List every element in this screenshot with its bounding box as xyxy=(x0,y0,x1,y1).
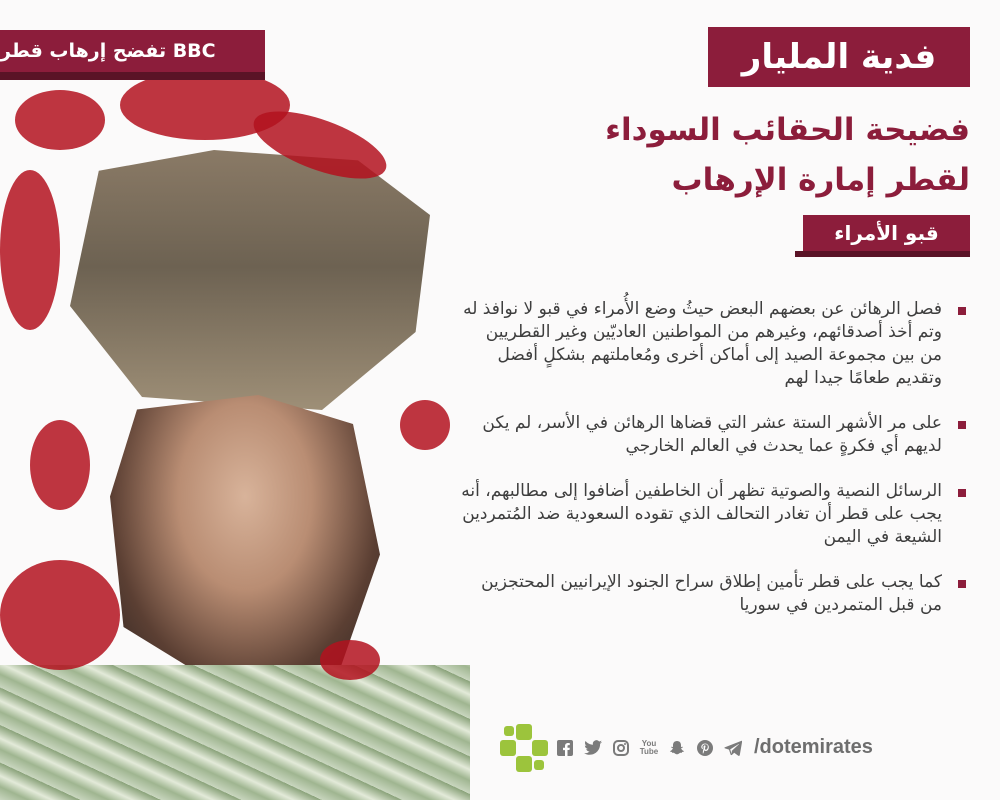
youtube-label: You Tube xyxy=(639,738,659,756)
social-handle[interactable]: /dotemirates xyxy=(754,736,873,758)
bullet-square-icon xyxy=(958,421,966,429)
bullet-item xyxy=(460,298,970,390)
bullet-text: على مر الأشهر الستة عشر التي قضاها الرهائن في الأسر، لم يكن لديهم أي فكرةٍ عما يحدث في العالم الخارجي xyxy=(482,413,942,456)
bullet-text: كما يجب على قطر تأمين إطلاق سراح الجنود الإيرانيين المحتجزين من قبل المتمردين في سوريا xyxy=(481,572,942,615)
twitter-icon[interactable] xyxy=(582,737,604,759)
blood-splatter xyxy=(15,90,105,150)
bullet-text: فصل الرهائن عن بعضهم البعض حيثُ وضع الأُمراء في قبو لا نوافذ له وتم أخذ أصدقائهم، وغيرهم من المواطنين العاديّين وغير القطريين من بين مجموعة الصيد إلى أماكن أخرى ومُعاملتهم بشكلٍ أفضل وتقديم طعامًا جيدا لهم xyxy=(463,299,942,388)
money-pile-image xyxy=(0,665,470,800)
subtitle-line: فضيحة الحقائب السوداء xyxy=(605,112,970,148)
section-label-text: قبو الأمراء xyxy=(834,221,939,245)
bbc-badge-text: BBC تفضح إرهاب قطر xyxy=(0,40,216,62)
bullet-item xyxy=(460,571,970,617)
pinterest-icon[interactable] xyxy=(694,737,716,759)
blood-splatter xyxy=(0,560,120,670)
instagram-icon[interactable] xyxy=(610,737,632,759)
blood-splatter xyxy=(400,400,450,450)
section-label xyxy=(803,215,970,251)
bullet-square-icon xyxy=(958,580,966,588)
subtitle-line: لقطر إمارة الإرهاب xyxy=(671,162,970,198)
snapchat-icon[interactable] xyxy=(666,737,688,759)
dotemirates-logo-icon xyxy=(500,724,548,772)
page-subtitle xyxy=(450,105,970,205)
facebook-icon[interactable] xyxy=(554,737,576,759)
blood-splatter xyxy=(0,170,60,330)
bullet-square-icon xyxy=(958,307,966,315)
bbc-badge-shadow xyxy=(0,72,265,80)
bbc-badge xyxy=(0,30,265,72)
blood-splatter xyxy=(30,420,90,510)
bullet-square-icon xyxy=(958,489,966,497)
section-label-shadow xyxy=(795,251,970,257)
bullet-item xyxy=(460,412,970,458)
bullet-text: الرسائل النصية والصوتية تظهر أن الخاطفين أضافوا إلى مطالبهم، أنه يجب على قطر أن تغادر التحالف الذي تقوده السعودية ضد المُتمردين الشيعة في اليمن xyxy=(461,481,942,547)
page-title: فدية المليار xyxy=(708,27,970,87)
bullet-item xyxy=(460,480,970,549)
telegram-icon[interactable] xyxy=(722,737,744,759)
blood-splatter xyxy=(320,640,380,680)
footer xyxy=(500,725,970,770)
bullet-list xyxy=(460,298,970,639)
youtube-icon[interactable] xyxy=(638,737,660,759)
militants-photo xyxy=(70,150,430,410)
photo-collage xyxy=(0,0,470,800)
